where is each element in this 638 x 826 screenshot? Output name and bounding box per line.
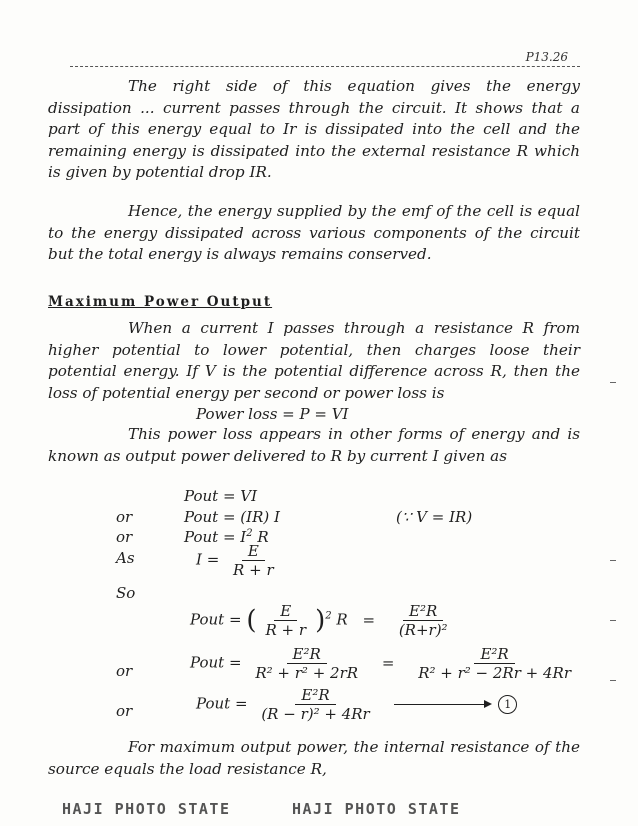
page-number: P13.26 xyxy=(525,50,568,64)
paragraph-energy-conservation: Hence, the energy supplied by the emf of the cell is equal to the energy dissipated across various components of the circuit but the total energy is always remains conserved. xyxy=(48,202,580,264)
pout-final-equation: Pout = $\frac{\text{E²R}}{\text{(R − r)² + 4Rr}}$ 1 xyxy=(196,686,517,723)
section-heading: Maximum Power Output xyxy=(48,294,273,310)
pout-equation-1: Pout = VI xyxy=(184,487,258,505)
pout-equation-3: Pout = $I^2$ R xyxy=(184,528,269,546)
margin-mark xyxy=(610,382,616,383)
margin-mark xyxy=(610,560,616,561)
paragraph-maximum-power: For maximum output power, the internal resistance of the source equals the load resistance R, xyxy=(48,738,580,778)
power-loss-equation: Power loss = P = VI xyxy=(196,405,349,423)
footer-right-stamp: HAJI PHOTO STATE xyxy=(292,800,461,818)
footer-left-stamp: HAJI PHOTO STATE xyxy=(62,800,231,818)
so-label: So xyxy=(116,584,136,602)
top-divider xyxy=(70,66,580,67)
paragraph-energy-dissipation: The right side of this equation gives the energy dissipation ... current passes through the circuit. It shows that a part of this energy equal to Ir is dissipated into the cell and the remaining energy is dissipated into the external resistance R which is given by potential drop IR. xyxy=(48,77,580,182)
margin-mark xyxy=(610,620,616,621)
or-label-1: or xyxy=(116,508,133,526)
pout-expanded-equation: Pout = $\frac{\text{E²R}}{\text{R² + r² + 2rR}}$ = $\frac{\text{E²R}}{\text{R² + r² − 2Rr + 4Rr}}$ xyxy=(190,645,572,682)
current-equation: I = $\frac{E}{R + r}$ xyxy=(196,542,283,579)
or-label-3: or xyxy=(116,662,133,680)
pout-equation-2: Pout = (IR) I xyxy=(184,508,280,526)
arrow-icon xyxy=(394,704,490,705)
as-label: As xyxy=(116,549,135,567)
paragraph-output-power: This power loss appears in other forms of energy and is known as output power delivered to R by current I given as xyxy=(48,425,580,465)
paragraph-power-loss: When a current I passes through a resistance R from higher potential to lower potential, then charges loose their potential energy. If V is the potential difference across R, then the loss of potential energy per second or power loss is xyxy=(48,319,580,402)
or-label-4: or xyxy=(116,702,133,720)
footer-watermark xyxy=(0,798,638,822)
or-label-2: or xyxy=(116,528,133,546)
because-note: (∵ V = IR) xyxy=(396,508,473,526)
equation-number: 1 xyxy=(498,695,517,714)
margin-mark xyxy=(610,680,616,681)
pout-substitution-equation: Pout = ( $\frac{E}{R + r}$ )$^2$ R = $\frac{\text{E²R}}{\text{(R+r)²}}$ xyxy=(190,602,448,639)
current-fraction: $\frac{E}{R + r}$ xyxy=(233,542,274,579)
